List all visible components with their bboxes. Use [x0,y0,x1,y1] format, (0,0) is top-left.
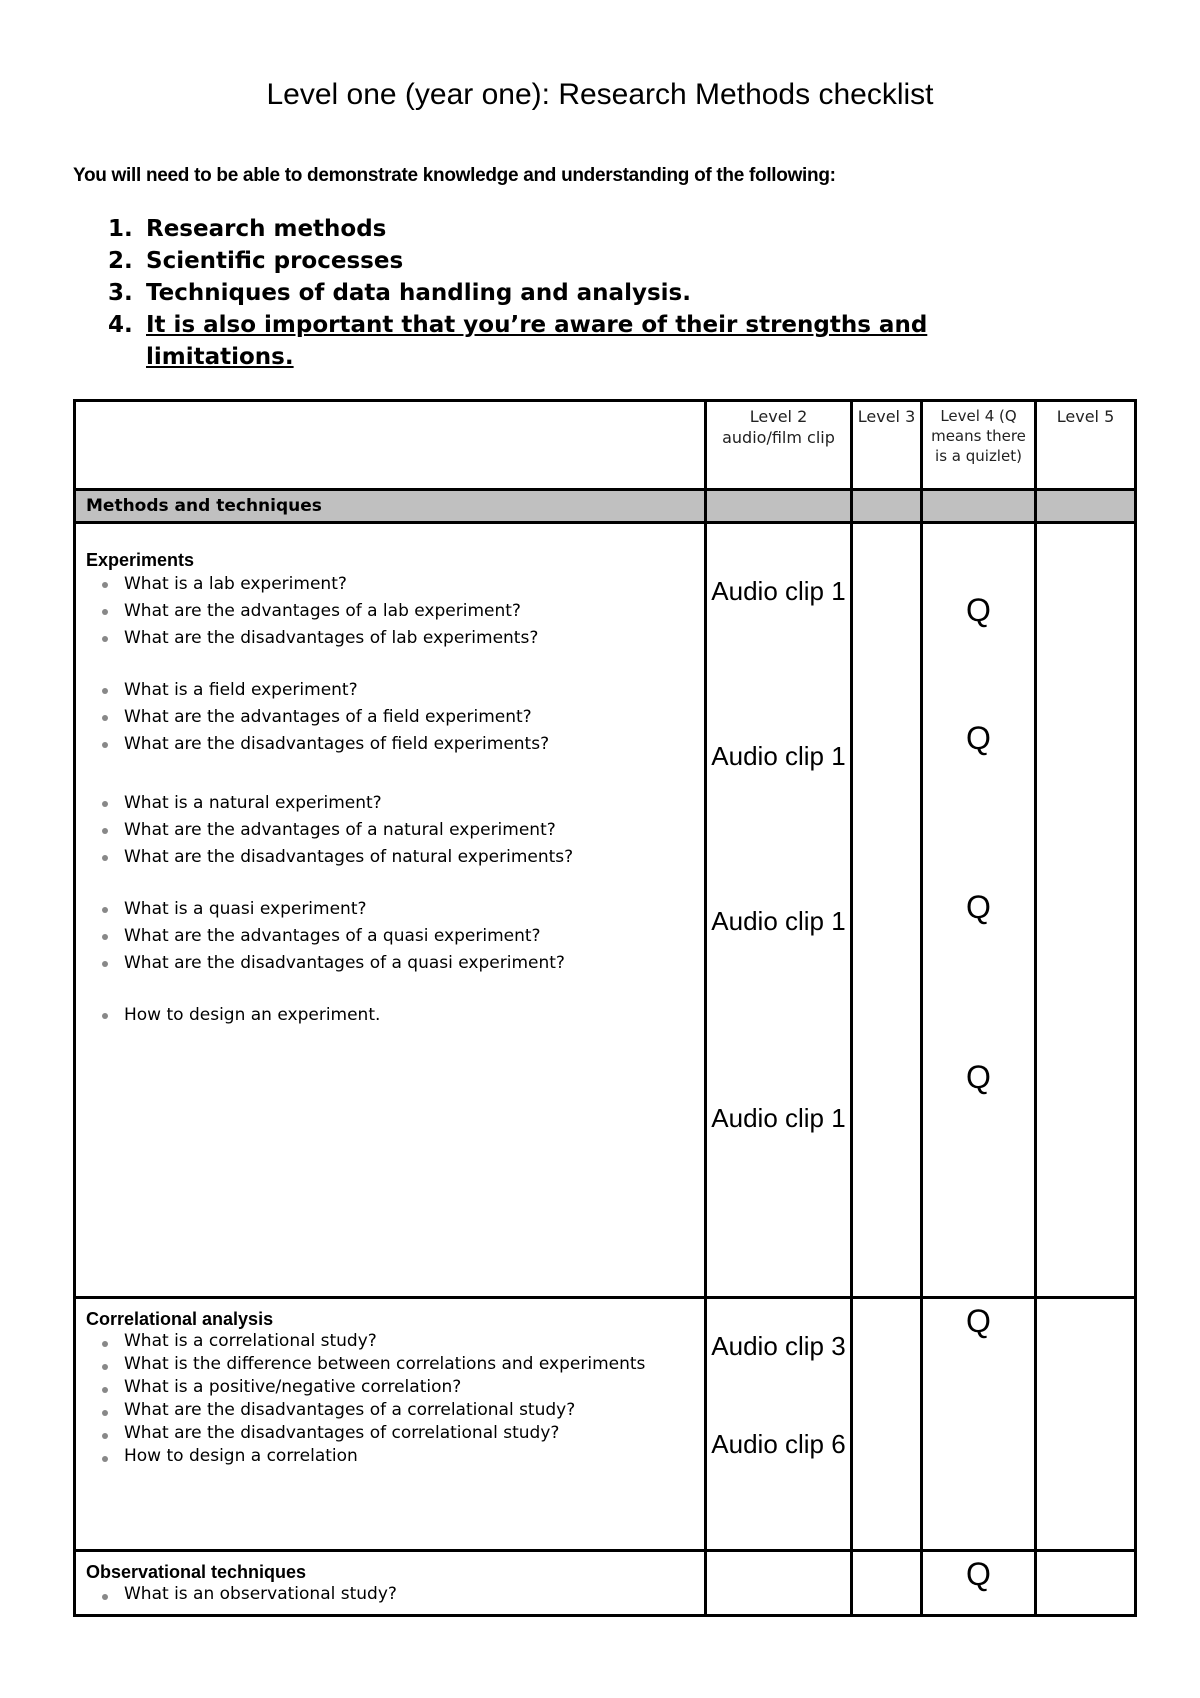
list-item: What are the advantages of a field experiment? [86,704,694,731]
observational-cell [75,1551,706,1616]
header-level-5 [1036,401,1136,490]
list-item: What are the disadvantages of lab experiments? [86,625,694,652]
goal-number: 2. [108,248,133,274]
observational-level-5-cell [1036,1551,1136,1616]
header-topic [75,401,706,490]
list-item: What are the disadvantages of field experiments? [86,731,694,758]
correlational-list [86,1330,694,1468]
list-item: What are the advantages of a natural experiment? [86,817,694,844]
quizlet-mark: Q [966,889,991,925]
goal-number: 3. [108,280,133,306]
correlational-cell [75,1298,706,1551]
intro-text: You will need to be able to demonstrate knowledge and understanding of the following: [73,165,836,186]
experiments-audio-cell [706,523,852,1298]
header-level-3 [852,401,922,490]
list-item: What are the disadvantages of correlational study? [86,1422,694,1445]
table-row [75,1298,1136,1551]
observational-title: Observational techniques [86,1562,307,1582]
observational-quizlet-cell [922,1551,1036,1616]
correlational-audio-cell [706,1298,852,1551]
goal-text: It is also important that you’re aware of their strengths and limitations. [146,312,928,370]
header-level-4-label: Level 4 (Q means there is a quizlet) [931,407,1026,465]
goal-item [108,245,1008,277]
quizlet-mark: Q [966,1303,991,1339]
list-item: What is a natural experiment? [86,790,694,817]
experiments-level-3-cell [852,523,922,1298]
checklist-table [73,399,1137,1617]
experiments-group-natural [86,790,694,871]
list-item: What is a field experiment? [86,677,694,704]
table-row [75,523,1136,1298]
audio-clip-label: Audio clip 1 [711,741,846,771]
list-item: What are the advantages of a lab experiment? [86,598,694,625]
experiments-group-quasi [86,896,694,977]
list-item: What are the advantages of a quasi experiment? [86,923,694,950]
experiments-cell [75,523,706,1298]
page-title: Level one (year one): Research Methods checklist [266,78,934,111]
audio-clip-label: Audio clip 1 [711,576,846,606]
list-item: How to design an experiment. [86,1002,694,1029]
observational-level-3-cell [852,1551,922,1616]
experiments-title: Experiments [86,550,195,570]
audio-clip-label: Audio clip 6 [711,1429,846,1459]
quizlet-mark: Q [966,1556,991,1592]
audio-clip-label: Audio clip 1 [711,906,846,936]
list-item: What is the difference between correlations and experiments [86,1353,694,1376]
observational-audio-cell [706,1551,852,1616]
section-label-cell [75,490,706,523]
table-row [75,1551,1136,1616]
goal-number: 1. [108,216,133,242]
audio-clip-label: Audio clip 1 [711,1103,846,1133]
list-item: What is a quasi experiment? [86,896,694,923]
correlational-title: Correlational analysis [86,1309,274,1329]
correlational-level-5-cell [1036,1298,1136,1551]
list-item: What are the disadvantages of natural experiments? [86,844,694,871]
quizlet-mark: Q [966,592,991,628]
table-header-row [75,401,1136,490]
header-level-3-label: Level 3 [857,407,916,426]
header-level-5-label: Level 5 [1056,407,1115,426]
correlational-level-3-cell [852,1298,922,1551]
quizlet-mark: Q [966,1059,991,1095]
section-label: Methods and techniques [86,496,322,516]
goal-text: Research methods [146,216,387,242]
list-item: What is a correlational study? [86,1330,694,1353]
audio-clip-label: Audio clip 3 [711,1331,846,1361]
header-level-2-label: Level 2 audio/film clip [722,407,835,447]
experiments-group-field [86,677,694,758]
experiments-group-lab [86,571,694,652]
header-level-4 [922,401,1036,490]
goal-number: 4. [108,312,133,338]
goal-item [108,213,1008,245]
list-item: What are the disadvantages of a quasi experiment? [86,950,694,977]
goal-text: Scientific processes [146,248,404,274]
goal-text: Techniques of data handling and analysis. [146,280,691,306]
header-level-2 [706,401,852,490]
observational-list [86,1583,694,1606]
correlational-quizlet-cell [922,1298,1036,1551]
goal-item [108,309,1008,373]
goals-list [108,213,1008,373]
list-item: What is an observational study? [86,1583,694,1606]
section-row [75,490,1136,523]
goal-item [108,277,1008,309]
experiments-level-5-cell [1036,523,1136,1298]
list-item: What are the disadvantages of a correlational study? [86,1399,694,1422]
list-item: What is a positive/negative correlation? [86,1376,694,1399]
list-item: What is a lab experiment? [86,571,694,598]
list-item: How to design a correlation [86,1445,694,1468]
quizlet-mark: Q [966,720,991,756]
experiments-quizlet-cell [922,523,1036,1298]
experiments-group-design [86,1002,694,1029]
